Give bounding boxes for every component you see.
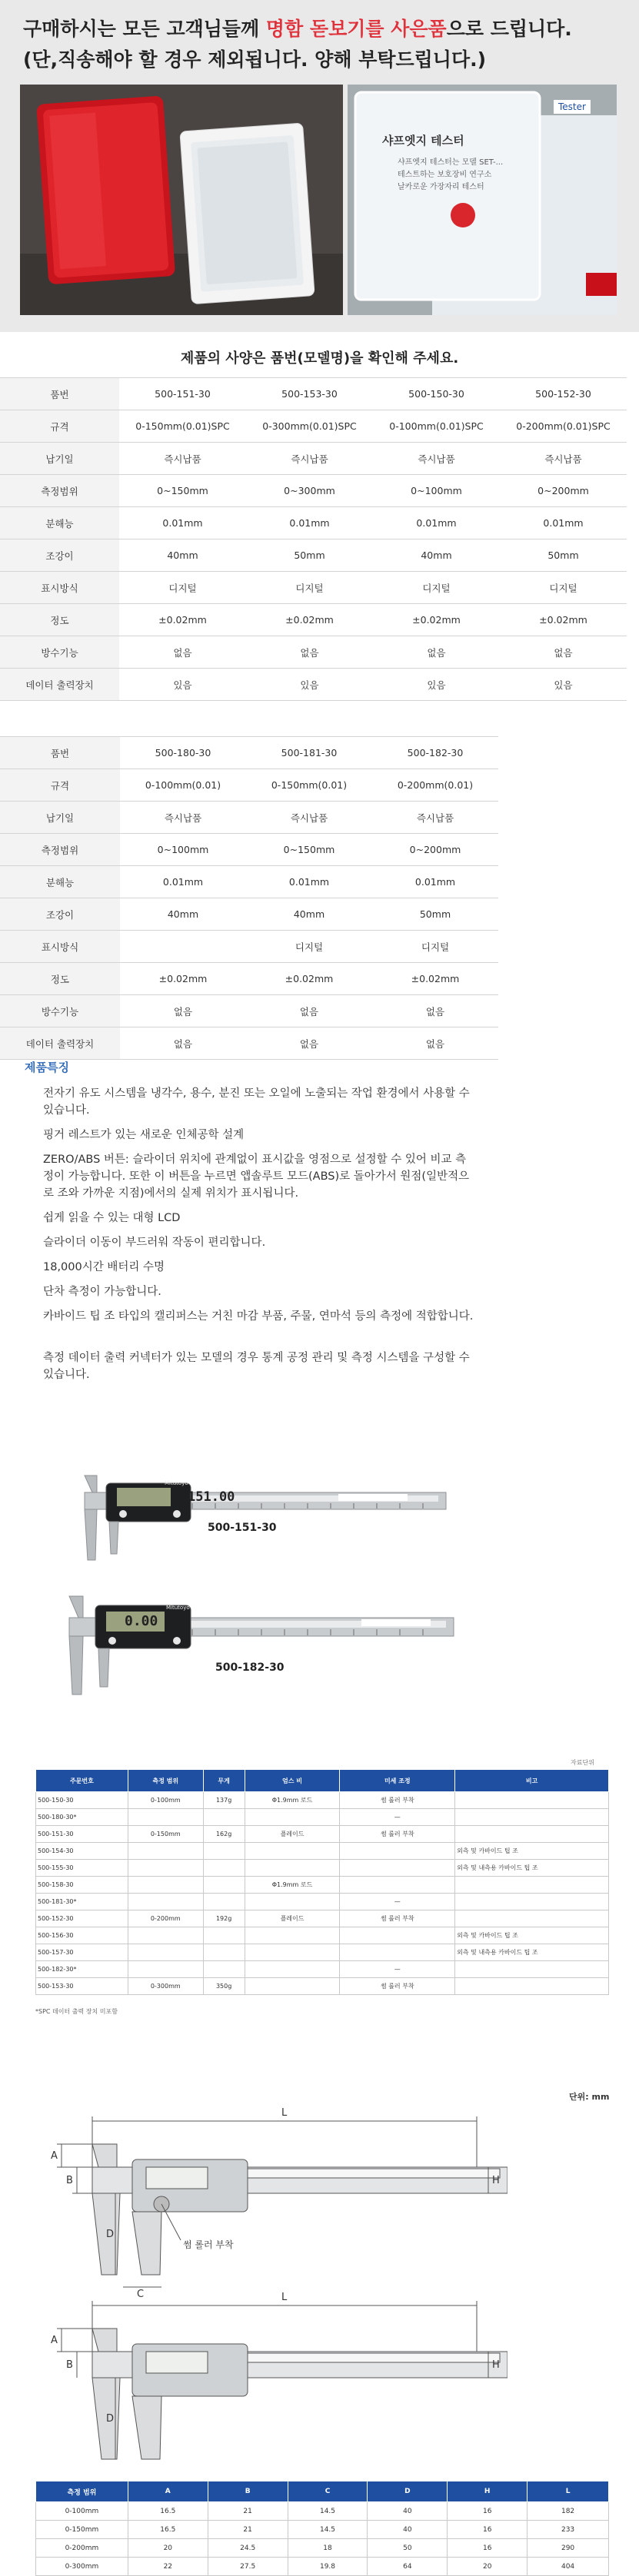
- dim-letter-b: B: [66, 2359, 73, 2371]
- order-cell: 썸 롤러 부착: [340, 1910, 455, 1927]
- order-cell: [455, 1961, 609, 1978]
- order-cell: [203, 1944, 245, 1961]
- order-cell: [245, 1860, 340, 1877]
- dimension-diagram: [46, 2106, 508, 2475]
- spec-cell: 500-151-30: [119, 378, 246, 410]
- spec-row: [0, 737, 498, 769]
- spec-row-label: 납기일: [0, 802, 120, 834]
- spec-cell: 즉시납품: [246, 443, 373, 475]
- spec-row: [0, 866, 498, 898]
- spec-row: [0, 963, 498, 995]
- dim-cell: 50: [368, 2539, 448, 2558]
- spec-row-label: 정도: [0, 963, 120, 995]
- order-row: [36, 1843, 609, 1860]
- spec-row: [0, 572, 627, 604]
- section-title: 제품의 사양은 품번(모델명)을 확인해 주세요.: [180, 350, 459, 367]
- spec-row: [0, 802, 498, 834]
- dim-cell: 18: [288, 2539, 368, 2558]
- order-cell: [340, 1927, 455, 1944]
- order-cell: [128, 1860, 203, 1877]
- spec-cell: 0~100mm: [120, 834, 246, 866]
- spec-cell: 있음: [119, 669, 246, 701]
- dim-cell: 64: [368, 2558, 448, 2576]
- order-header-cell: 미세 조정: [340, 1770, 455, 1792]
- spec-cell: 즉시납품: [246, 802, 372, 834]
- lcd-reading: 151.00: [188, 1489, 235, 1505]
- order-cell: [128, 1843, 203, 1860]
- order-cell: 500-152-30: [36, 1910, 128, 1927]
- spec-cell: 0~150mm: [246, 834, 372, 866]
- order-cell: —: [340, 1894, 455, 1910]
- dim-header-cell: 측정 범위: [36, 2481, 128, 2502]
- lcd-reading: 0.00: [125, 1613, 158, 1629]
- dim-cell: 0-300mm: [36, 2558, 128, 2576]
- order-header-cell: 엄스 비: [245, 1770, 340, 1792]
- dim-letter-h: H: [492, 2175, 500, 2186]
- feature-item: 카바이드 팁 조 타입의 캘리퍼스는 거친 마감 부품, 주물, 연마석 등의 측정에 적합합니다.: [43, 1310, 474, 1323]
- spec-row-label: 납기일: [0, 443, 119, 475]
- spec-cell: 0.01mm: [500, 507, 627, 539]
- spec-row: [0, 669, 627, 701]
- dim-cell: 22: [128, 2558, 208, 2576]
- order-table-note: 자료단위: [571, 1759, 594, 1766]
- spec-row-label: 방수기능: [0, 636, 119, 669]
- spec-cell: 즉시납품: [372, 802, 498, 834]
- dim-header-cell: C: [288, 2481, 368, 2502]
- spec-row: [0, 769, 498, 802]
- order-cell: [128, 1944, 203, 1961]
- spec-row: [0, 834, 498, 866]
- feature-item: 슬라이더 이동이 부드러워 작동이 편리합니다.: [43, 1237, 266, 1249]
- spec-cell: 40mm: [120, 898, 246, 931]
- dim-row: [36, 2558, 609, 2576]
- order-cell: —: [340, 1961, 455, 1978]
- dim-letter-a: A: [51, 2335, 58, 2346]
- order-row: [36, 1894, 609, 1910]
- feature-item: 핑거 레스트가 있는 새로운 인체공학 설계: [43, 1129, 245, 1141]
- spec-cell: ±0.02mm: [246, 604, 373, 636]
- order-row: [36, 1877, 609, 1894]
- gift-banner: [0, 0, 639, 332]
- spec-cell: 있음: [373, 669, 500, 701]
- spec-cell: 디지털: [372, 931, 498, 963]
- order-cell: 500-180-30*: [36, 1809, 128, 1826]
- spec-cell: 0~100mm: [373, 475, 500, 507]
- spec-cell: 0-200mm(0.01): [372, 769, 498, 802]
- order-cell: [128, 1809, 203, 1826]
- spec-row-label: 분해능: [0, 507, 119, 539]
- dim-cell: 16.5: [128, 2502, 208, 2521]
- order-cell: [455, 1910, 609, 1927]
- dim-cell: 40: [368, 2521, 448, 2539]
- order-cell: 500-153-30: [36, 1978, 128, 1995]
- spec-row: [0, 931, 498, 963]
- dim-cell: 16.5: [128, 2521, 208, 2539]
- order-cell: 500-155-30: [36, 1860, 128, 1877]
- dim-letter-a: A: [51, 2150, 58, 2162]
- spec-cell: 40mm: [119, 539, 246, 572]
- spec-row: [0, 539, 627, 572]
- spec-cell: 0-150mm(0.01)SPC: [119, 410, 246, 443]
- product-label: 500-182-30: [215, 1661, 285, 1674]
- order-cell: [245, 1978, 340, 1995]
- order-cell: [245, 1894, 340, 1910]
- spec-cell: 디지털: [246, 931, 372, 963]
- order-cell: 썸 롤러 부착: [340, 1826, 455, 1843]
- spec-row: [0, 636, 627, 669]
- spec-cell: ±0.02mm: [500, 604, 627, 636]
- order-cell: 500-151-30: [36, 1826, 128, 1843]
- spec-cell: 즉시납품: [500, 443, 627, 475]
- order-cell: [455, 1826, 609, 1843]
- dim-cell: 24.5: [208, 2539, 288, 2558]
- order-header-cell: 비고: [455, 1770, 609, 1792]
- dim-cell: 0-150mm: [36, 2521, 128, 2539]
- spec-cell: 즉시납품: [373, 443, 500, 475]
- dim-cell: 14.5: [288, 2502, 368, 2521]
- dim-cell: 16: [448, 2521, 528, 2539]
- spec-row-label: 데이터 출력장치: [0, 1027, 120, 1060]
- order-cell: 162g: [203, 1826, 245, 1843]
- order-cell: [245, 1843, 340, 1860]
- order-cell: Φ1.9mm 로드: [245, 1792, 340, 1809]
- spec-row: [0, 507, 627, 539]
- product-label: 500-151-30: [208, 1522, 277, 1534]
- dimension-table: [35, 2481, 609, 2576]
- order-cell: [245, 1944, 340, 1961]
- spec-cell: 0-150mm(0.01): [246, 769, 372, 802]
- card-line: 테스트하는 보호장비 연구소: [398, 171, 492, 179]
- order-cell: [203, 1843, 245, 1860]
- order-table: [35, 1769, 609, 1995]
- spec-row-label: 품번: [0, 737, 120, 769]
- order-row: [36, 1792, 609, 1809]
- order-cell: 플레이드: [245, 1910, 340, 1927]
- dim-cell: 16: [448, 2502, 528, 2521]
- spec-row: [0, 604, 627, 636]
- order-cell: [455, 1792, 609, 1809]
- dim-letter-b: B: [66, 2175, 73, 2186]
- order-row: [36, 1809, 609, 1826]
- order-cell: [203, 1961, 245, 1978]
- feature-item: 쉽게 읽을 수 있는 대형 LCD: [43, 1212, 181, 1224]
- order-cell: [203, 1860, 245, 1877]
- dim-cell: 21: [208, 2502, 288, 2521]
- order-header-cell: 주문번호: [36, 1770, 128, 1792]
- spec-cell: ±0.02mm: [372, 963, 498, 995]
- feature-item: 단차 측정이 가능합니다.: [43, 1286, 161, 1298]
- banner-highlight: 명함 돋보기를 사은품: [265, 18, 447, 40]
- order-cell: [245, 1927, 340, 1944]
- spec-cell: 없음: [372, 1027, 498, 1060]
- order-cell: 외측 및 카바이드 팁 조: [455, 1843, 609, 1860]
- spec-cell: 0~200mm: [372, 834, 498, 866]
- spec-row: [0, 898, 498, 931]
- product-image-500-151-30: [69, 1460, 454, 1568]
- spec-cell: 40mm: [246, 898, 372, 931]
- dim-cell: 27.5: [208, 2558, 288, 2576]
- dim-letter-c: C: [137, 2289, 145, 2300]
- brand-logo: Mitutoyo: [165, 1480, 188, 1486]
- spec-cell: 없음: [246, 995, 372, 1027]
- dim-letter-l: L: [281, 2107, 288, 2119]
- spec-row-label: 조강이: [0, 898, 120, 931]
- spec-row-label: 품번: [0, 378, 119, 410]
- spec-cell: 500-182-30: [372, 737, 498, 769]
- order-footnote: *SPC 데이터 출력 장치 미포함: [35, 2008, 118, 2015]
- spec-cell: 즉시납품: [120, 802, 246, 834]
- order-cell: [245, 1961, 340, 1978]
- order-cell: 500-158-30: [36, 1877, 128, 1894]
- order-cell: [455, 1877, 609, 1894]
- spec-row-label: 측정범위: [0, 475, 119, 507]
- spec-table-2: [0, 736, 498, 1060]
- order-cell: 외측 및 내측용 카바이드 팁 조: [455, 1860, 609, 1877]
- order-cell: [245, 1809, 340, 1826]
- dim-cell: 0-100mm: [36, 2502, 128, 2521]
- spec-cell: 50mm: [372, 898, 498, 931]
- dim-row: [36, 2539, 609, 2558]
- feature-item: 전자기 유도 시스템을 냉각수, 용수, 분진 또는 오일에 노출되는 작업 환경에서 사용할 수 있습니다.: [43, 1087, 470, 1117]
- order-row: [36, 1910, 609, 1927]
- order-cell: 500-157-30: [36, 1944, 128, 1961]
- order-cell: [128, 1961, 203, 1978]
- dim-cell: 290: [528, 2539, 609, 2558]
- spec-cell: 40mm: [373, 539, 500, 572]
- spec-cell: 0-300mm(0.01)SPC: [246, 410, 373, 443]
- order-cell: [128, 1927, 203, 1944]
- dim-letter-d: D: [106, 2413, 115, 2425]
- dim-cell: 233: [528, 2521, 609, 2539]
- spec-row-label: 조강이: [0, 539, 119, 572]
- spec-row: [0, 475, 627, 507]
- order-row: [36, 1860, 609, 1877]
- dim-cell: 16: [448, 2539, 528, 2558]
- spec-row-label: 방수기능: [0, 995, 120, 1027]
- order-cell: 썸 롤러 부착: [340, 1978, 455, 1995]
- card-line: 날카로운 가장자리 테스터: [398, 183, 484, 191]
- spec-cell: ±0.02mm: [119, 604, 246, 636]
- spec-cell: 디지털: [373, 572, 500, 604]
- order-cell: [455, 1809, 609, 1826]
- order-header-cell: 무게: [203, 1770, 245, 1792]
- spec-cell: 없음: [246, 636, 373, 669]
- spec-cell: 없음: [372, 995, 498, 1027]
- order-cell: [340, 1860, 455, 1877]
- brand-logo: Mitutoyo: [166, 1605, 190, 1611]
- spec-cell: 없음: [120, 1027, 246, 1060]
- spec-cell: 있음: [500, 669, 627, 701]
- order-cell: [203, 1927, 245, 1944]
- unit-label: 단위: mm: [569, 2092, 610, 2102]
- order-cell: 썸 롤러 부착: [340, 1792, 455, 1809]
- order-header-cell: 측정 범위: [128, 1770, 203, 1792]
- order-row: [36, 1826, 609, 1843]
- spec-row-label: 측정범위: [0, 834, 120, 866]
- spec-cell: 0~300mm: [246, 475, 373, 507]
- spec-row-label: 표시방식: [0, 572, 119, 604]
- spec-row: [0, 410, 627, 443]
- spec-cell: 없음: [373, 636, 500, 669]
- dim-header-cell: A: [128, 2481, 208, 2502]
- spec-cell: 없음: [246, 1027, 372, 1060]
- dim-header-cell: B: [208, 2481, 288, 2502]
- spec-cell: 없음: [500, 636, 627, 669]
- feature-item: 18,000시간 배터리 수명: [43, 1261, 165, 1273]
- order-cell: [128, 1877, 203, 1894]
- spec-row-label: 데이터 출력장치: [0, 669, 119, 701]
- order-cell: [203, 1877, 245, 1894]
- spec-cell: 0-200mm(0.01)SPC: [500, 410, 627, 443]
- order-row: [36, 1944, 609, 1961]
- order-cell: [455, 1894, 609, 1910]
- spec-cell: 500-150-30: [373, 378, 500, 410]
- spec-row-label: 정도: [0, 604, 119, 636]
- order-cell: —: [340, 1809, 455, 1826]
- order-cell: [203, 1894, 245, 1910]
- spec-cell: 500-153-30: [246, 378, 373, 410]
- order-cell: 플레이드: [245, 1826, 340, 1843]
- spec-row-label: 규격: [0, 410, 119, 443]
- spec-cell: 0.01mm: [120, 866, 246, 898]
- order-cell: [340, 1877, 455, 1894]
- order-cell: [203, 1809, 245, 1826]
- order-cell: 0-200mm: [128, 1910, 203, 1927]
- banner-headline: 구매하시는 모든 고객님들께 명함 돋보기를 사은품으로 드립니다.: [23, 18, 572, 40]
- order-cell: 500-156-30: [36, 1927, 128, 1944]
- order-cell: [340, 1944, 455, 1961]
- dim-cell: 21: [208, 2521, 288, 2539]
- dim-cell: 404: [528, 2558, 609, 2576]
- features-title: 제품특징: [25, 1061, 69, 1074]
- spec-cell: 0.01mm: [246, 866, 372, 898]
- spec-row-label: 표시방식: [0, 931, 120, 963]
- spec-cell: 0-100mm(0.01): [120, 769, 246, 802]
- dim-cell: 19.8: [288, 2558, 368, 2576]
- product-image-500-182-30: [62, 1579, 461, 1702]
- spec-cell: 0~200mm: [500, 475, 627, 507]
- order-cell: [340, 1843, 455, 1860]
- spec-cell: 0-100mm(0.01)SPC: [373, 410, 500, 443]
- order-row: [36, 1978, 609, 1995]
- order-cell: [128, 1894, 203, 1910]
- order-cell: 외측 및 카바이드 팁 조: [455, 1927, 609, 1944]
- spec-cell: 0.01mm: [372, 866, 498, 898]
- dim-letter-d: D: [106, 2229, 115, 2240]
- order-cell: 500-181-30*: [36, 1894, 128, 1910]
- order-cell: 137g: [203, 1792, 245, 1809]
- dim-letter-l: L: [281, 2292, 288, 2303]
- spec-table-1: [0, 377, 627, 701]
- red-magnifier-photo: [20, 85, 343, 315]
- spec-cell: ±0.02mm: [373, 604, 500, 636]
- spec-cell: 50mm: [500, 539, 627, 572]
- spec-cell: 0.01mm: [246, 507, 373, 539]
- order-row: [36, 1961, 609, 1978]
- card-line: 샤프엣지 테스터는 모델 SET-...: [398, 158, 504, 167]
- order-cell: 500-154-30: [36, 1843, 128, 1860]
- dim-cell: 40: [368, 2502, 448, 2521]
- order-cell: 350g: [203, 1978, 245, 1995]
- order-row: [36, 1927, 609, 1944]
- spec-row-label: 분해능: [0, 866, 120, 898]
- spec-row: [0, 995, 498, 1027]
- dim-header-cell: D: [368, 2481, 448, 2502]
- spec-cell: 500-181-30: [246, 737, 372, 769]
- spec-cell: 없음: [120, 995, 246, 1027]
- dim-cell: 0-200mm: [36, 2539, 128, 2558]
- tester-label: Tester: [554, 100, 591, 114]
- feature-item: 측정 데이터 출력 커넥터가 있는 모델의 경우 통계 공정 관리 및 측정 시스템을 구성할 수 있습니다.: [43, 1352, 470, 1381]
- spec-cell: [120, 931, 246, 963]
- spec-cell: 0.01mm: [119, 507, 246, 539]
- spec-cell: 0~150mm: [119, 475, 246, 507]
- dim-letter-h: H: [492, 2359, 500, 2371]
- feature-item: ZERO/ABS 버튼: 슬라이더 위치에 관계없이 표시값을 영점으로 설정할 수 있어 비교 측정이 가능합니다. 또한 이 버튼을 누르면 앱솔루트 모드(ABS)로 돌아가서 원점(일반적으로 조와 가까운 지점)에서의 실제 위치가 표시됩니다.: [43, 1154, 470, 1200]
- order-cell: 192g: [203, 1910, 245, 1927]
- spec-cell: 즉시납품: [119, 443, 246, 475]
- dim-row: [36, 2521, 609, 2539]
- order-cell: [455, 1978, 609, 1995]
- spec-cell: 없음: [119, 636, 246, 669]
- order-cell: 0-100mm: [128, 1792, 203, 1809]
- spec-cell: 디지털: [246, 572, 373, 604]
- order-cell: 500-182-30*: [36, 1961, 128, 1978]
- thumb-roller-label: 썸 롤러 부착: [183, 2239, 234, 2250]
- order-cell: 0-300mm: [128, 1978, 203, 1995]
- spec-cell: 디지털: [119, 572, 246, 604]
- spec-cell: 디지털: [500, 572, 627, 604]
- dim-row: [36, 2502, 609, 2521]
- spec-cell: 500-152-30: [500, 378, 627, 410]
- order-cell: 0-150mm: [128, 1826, 203, 1843]
- dim-header-cell: L: [528, 2481, 609, 2502]
- order-cell: 500-150-30: [36, 1792, 128, 1809]
- spec-row: [0, 1027, 498, 1060]
- spec-cell: ±0.02mm: [120, 963, 246, 995]
- magnifier-demo-photo: [348, 85, 617, 315]
- spec-cell: 0.01mm: [373, 507, 500, 539]
- dim-cell: 20: [128, 2539, 208, 2558]
- card-title: 샤프엣지 테스터: [382, 134, 464, 148]
- order-cell: Φ1.9mm 로드: [245, 1877, 340, 1894]
- order-cell: 외측 및 내측용 카바이드 팁 조: [455, 1944, 609, 1961]
- dim-cell: 182: [528, 2502, 609, 2521]
- spec-cell: 있음: [246, 669, 373, 701]
- spec-row-label: 규격: [0, 769, 120, 802]
- banner-subline: (단,직송해야 할 경우 제외됩니다. 양해 부탁드립니다.): [23, 48, 487, 71]
- spec-cell: ±0.02mm: [246, 963, 372, 995]
- spec-cell: 500-180-30: [120, 737, 246, 769]
- spec-row: [0, 443, 627, 475]
- dim-cell: 14.5: [288, 2521, 368, 2539]
- dim-header-cell: H: [448, 2481, 528, 2502]
- dim-cell: 20: [448, 2558, 528, 2576]
- spec-row: [0, 378, 627, 410]
- spec-cell: 50mm: [246, 539, 373, 572]
